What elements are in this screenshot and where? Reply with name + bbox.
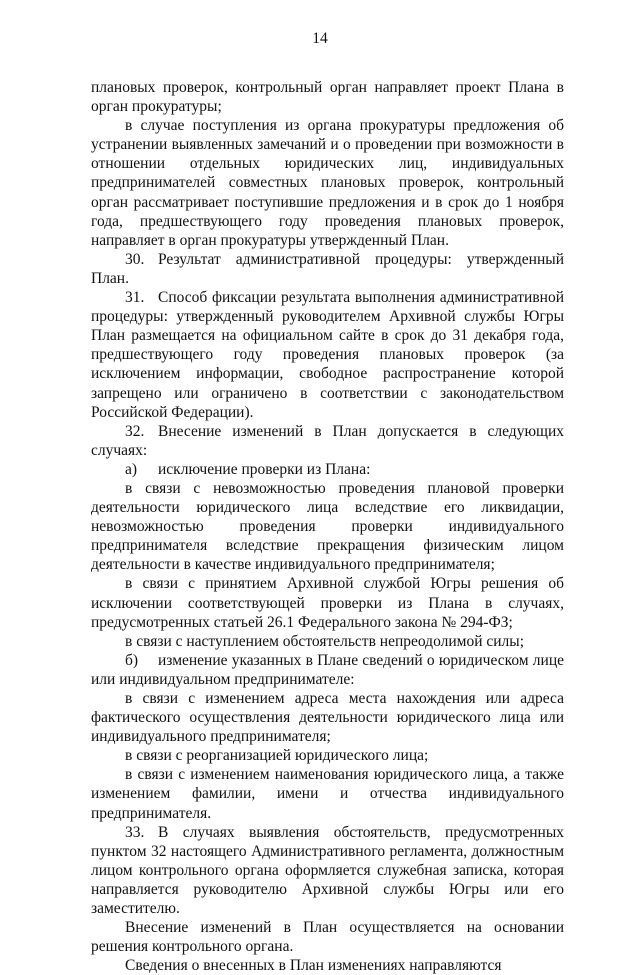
paragraph [91,574,564,631]
paragraph-text: в связи с изменением адреса места нахождения или адреса фактического осуществления деятельности юридического лица или индивидуального предпринимателя; [91,690,564,746]
paragraph-text: Внесение изменений в План допускается в следующих случаях: [91,422,564,459]
item-number: 32. [125,422,145,440]
paragraph [91,765,564,822]
paragraph [91,288,564,422]
paragraph-text: в связи с реорганизацией юридического лица; [125,747,429,765]
paragraph-text: в связи с невозможностью проведения плановой проверки деятельности юридического лица вследствие его ликвидации, невозможностью проведения проверки индивидуального предпринимателя вследствие прекращения физическим лицом деятельности в качестве индивидуального предпринимателя; [91,479,564,574]
page-number: 14 [312,30,328,47]
paragraph [91,250,564,288]
item-number: 33. [125,823,145,841]
item-number: 30. [125,250,145,268]
paragraph [91,689,564,746]
paragraph [91,632,564,651]
item-number: б) [125,651,139,669]
paragraph-text: в связи с наступлением обстоятельств непреодолимой силы; [125,632,524,650]
paragraph-text: изменение указанных в Плане сведений о юридическом лице или индивидуальном предпринимателе: [91,651,564,688]
paragraph-text: Результат административной процедуры: утвержденный План. [91,250,564,287]
document-body [91,78,564,975]
paragraph-text: Способ фиксации результата выполнения административной процедуры: утвержденный руководителем Архивной службы Югры План размещается на официальном сайте в срок до 31 декабря года, предшествующего году проведения плановых проверок (за исключением информации, свободное распространение которой запрещено или ограничено в соответствии с законодательством Российской Федерации). [91,289,564,421]
paragraph-text: исключение проверки из Плана: [158,460,371,478]
paragraph-text: Сведения о внесенных в План изменениях направляются [125,957,502,975]
paragraph-text: в случае поступления из органа прокуратуры предложения об устранении выявленных замечаний и о проведении при возможности в отношении отдельных юридических лиц, индивидуальных предпринимателей совместных плановых проверок, контрольный орган рассматривает поступившие предложения и в срок до 1 ноября года, предшествующего году проведения плановых проверок, направляет в орган прокуратуры утвержденный План. [91,117,564,249]
paragraph [91,918,564,956]
paragraph [91,823,564,918]
paragraph [91,422,564,460]
paragraph-text: в связи с принятием Архивной службой Югры решения об исключении соответствующей проверки из Плана в случаях, предусмотренных статьей 26.1 Федерального закона № 294-ФЗ; [91,575,564,631]
paragraph [91,78,564,116]
paragraph [91,651,564,689]
paragraph-text: плановых проверок, контрольный орган направляет проект Плана в орган прокуратуры; [91,79,564,116]
paragraph [91,746,564,765]
paragraph [91,116,564,250]
paragraph-text: Внесение изменений в План осуществляется на основании решения контрольного органа. [91,919,564,956]
paragraph-text: в связи с изменением наименования юридического лица, а также изменением фамилии, имени и отчества индивидуального предпринимателя. [91,766,564,822]
paragraph [91,479,564,574]
item-number: а) [125,460,138,478]
paragraph [91,460,564,479]
item-number: 31. [125,289,145,307]
paragraph-text: В случаях выявления обстоятельств, предусмотренных пунктом 32 настоящего Административного регламента, должностным лицом контрольного органа оформляется служебная записка, которая направляется руководителю Архивной службы Югры или его заместителю. [91,823,564,918]
paragraph [91,956,564,975]
